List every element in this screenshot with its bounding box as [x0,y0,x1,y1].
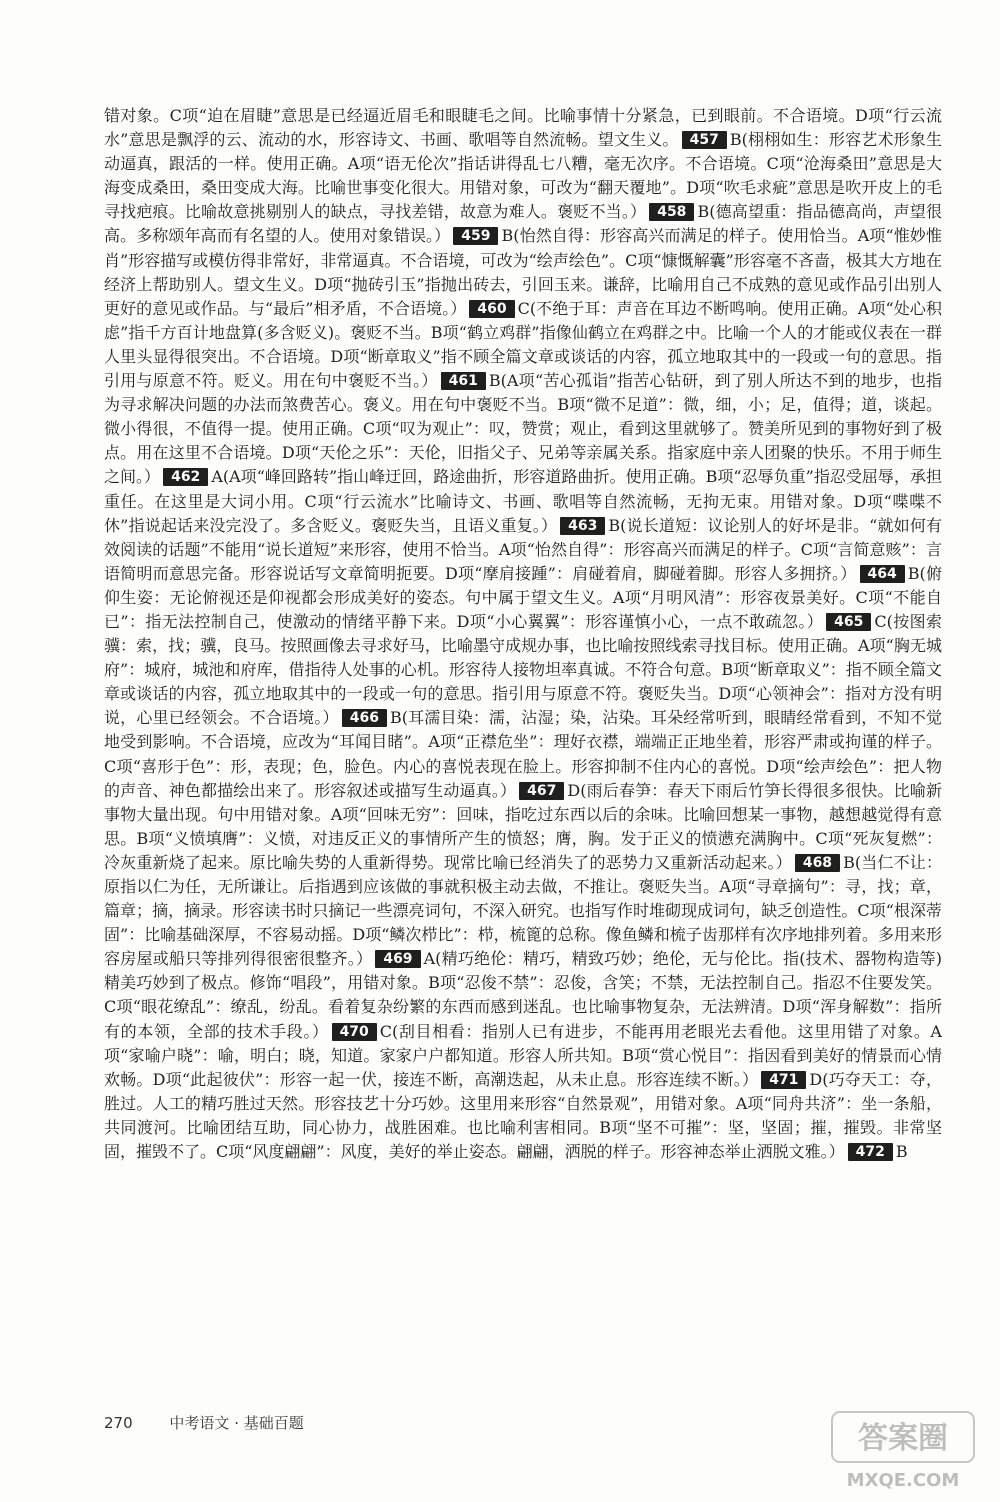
answer-explanation-text: B(A项“苦心孤诣”指苦心钻研，到了别人所达不到的地步，也指为寻求解决问题的办法而煞费苦心。褒义。用在句中褒贬不当。B项“微不足道”：微，细，小；足，值得；道，谈起。微小得很，不值得一提。使用正确。C项“叹为观止”：叹，赞赏；观止，看到这里就够了。赞美所见到的事物好到了极点。用在这里不合语境。D项“天伦之乐”：天伦，旧指父子、兄弟等亲属关系。指家庭中亲人团聚的快乐。不用于师生之间。） [104,371,942,487]
question-number-badge: 468 [795,854,840,872]
answer-explanation-text: B(德高望重：指品德高尚，声望很高。多称颂年高而有名望的人。使用对象错误。） [104,202,942,246]
answer-explanation-text: B [895,1142,908,1162]
answer-explanation-text: D(雨后春笋：春天下雨后竹笋长得很多很快。比喻新事物大量出现。句中用错对象。A项“回味无穷”：回味，指吃过东西以后的余味。比喻回想某一事物，越想越觉得有意思。B项“义愤填膺”：义愤，对违反正义的事情所产生的愤怒；膺，胸。发于正义的愤懑充满胸中。C项“死灰复燃”：冷灰重新烧了起来。原比喻失势的人重新得势。现常比喻已经消失了的恶势力又重新活动起来。） [104,780,942,872]
question-number-badge: 472 [848,1143,893,1161]
answer-explanation-text: D(巧夺天工：夺，胜过。人工的精巧胜过天然。形容技艺十分巧妙。这里用来形容“自然景观”，用错对象。A项“同舟共济”：坐一条船，共同渡河。比喻团结互助，同心协力，战胜困难。也比喻利害相同。B项“坚不可摧”：坚，坚固；摧，摧毁。非常坚固，摧毁不了。C项“风度翩翩”：风度，美好的举止姿态。翩翩，洒脱的样子。形容神态举止洒脱文雅。） [104,1069,942,1162]
answer-explanation-text: B(说长道短：议论别人的好坏是非。“就如何有效阅读的话题”不能用“说长道短”来形容，使用不恰当。A项“怡然自得”：形容高兴而满足的样子。C项“言简意赅”：言语简明而意思完备。形容说话写文章简明扼要。D项“摩肩接踵”：肩碰着肩，脚碰着脚。形容人多拥挤。） [104,515,942,583]
answer-text-body [104,104,942,1394]
answer-explanation-text: B(栩栩如生：形容艺术形象生动逼真，跟活的一样。使用正确。A项“语无伦次”指话讲得乱七八糟，毫无次序。不合语境。C项“沧海桑田”意思是大海变成桑田，桑田变成大海。比喻世事变化很大。用错对象，可改为“翻天覆地”。D项“吹毛求疵”意思是吹开皮上的毛寻找疤痕。比喻故意挑剔别人的缺点，寻找差错，故意为难人。褒贬不当。） [104,130,942,222]
answer-explanation-text: C(不绝于耳：声音在耳边不断鸣响。使用正确。A项“处心积虑”指千方百计地盘算(多含贬义)。褒贬不当。B项“鹤立鸡群”指像仙鹤立在鸡群之中。比喻一个人的才能或仪表在一群人里头显得很突出。不合语境。D项“断章取义”指不顾全篇文章或谈话的内容，孤立地取其中的一段或一句的意思。指引用与原意不符。贬义。用在句中褒贬不当。） [104,298,942,391]
question-number-badge: 467 [519,782,564,800]
watermark-top-text: 答案圈 [858,1421,948,1456]
answer-explanation-text: B(耳濡目染：濡，沾湿；染，沾染。耳朵经常听到，眼睛经常看到，不知不觉地受到影响。不合语境，应改为“耳闻目睹”。A项“正襟危坐”：理好衣襟，端端正正地坐着，形容严肃或拘谨的样子。C项“喜形于色”：形，表现；色，脸色。内心的喜悦表现在脸上。形容抑制不住内心的喜悦。D项“绘声绘色”：把人物的声音、神色都描绘出来了。形容叙述或描写生动逼真。） [104,708,942,800]
question-number-badge: 469 [375,950,420,968]
page-footer [104,1412,304,1436]
page-number: 270 [104,1414,133,1432]
question-number-badge: 466 [342,709,387,727]
answer-explanation-text: A(A项“峰回路转”指山峰迂回，路途曲折，形容道路曲折。使用正确。B项“忍辱负重”指忍受屈辱，承担重任。在这里是大词小用。C项“行云流水”比喻诗文、书画、歌唱等自然流畅，无拘无束。用错对象。D项“喋喋不休”指说起话来没完没了。多含贬义。褒贬失当，且语义重复。） [104,467,942,535]
question-number-badge: 465 [826,613,871,631]
answer-explanation-text: B(俯仰生姿：无论俯视还是仰视都会形成美好的姿态。句中属于望文生义。A项“月明风清”：形容夜景美好。C项“不能自已”：指无法控制自己，使激动的情绪平静下来。D项“小心翼翼”：形容谨慎小心，一点不敢疏忽。） [104,563,942,631]
question-number-badge: 458 [649,203,694,221]
answer-explanation-text: C(按图索骥：索，找；骥，良马。按照画像去寻求好马，比喻墨守成规办事，也比喻按照线索寻找目标。使用正确。A项“胸无城府”：城府，城池和府库，借指待人处事的心机。形容待人接物坦率真诚。不符合句意。B项“断章取义”：指不顾全篇文章或谈话的内容，孤立地取其中的一段或一句的意思。指引用与原意不符。褒贬失当。D项“心领神会”：指对方没有明说，心里已经领会。不合语境。） [104,611,942,728]
question-number-badge: 459 [453,227,498,245]
watermark-bottom-text: MXQE.COM [846,1470,960,1491]
answer-explanation-text: C(刮目相看：指别人已有进步，不能再用老眼光去看他。这里用错了对象。A项“家喻户晓”：喻，明白；晓，知道。家家户户都知道。形容人所共知。B项“赏心悦目”：指因看到美好的情景而心情欢畅。D项“此起彼伏”：形容一起一伏，接连不断，高潮迭起，从未止息。形容连续不断。） [104,1021,942,1089]
question-number-badge: 460 [469,300,514,318]
question-number-badge: 470 [332,1023,377,1041]
book-title: 中考语文 · 基础百题 [169,1414,304,1432]
answer-explanation-text: B(怡然自得：形容高兴而满足的样子。使用恰当。A项“惟妙惟肖”形容描写或模仿得非常好，非常逼真。不合语境，可改为“绘声绘色”。C项“慷慨解囊”形容毫不吝啬，极其大方地在经济上帮助别人。望文生义。D项“抛砖引玉”指抛出砖去，引回玉来。谦辞，比喻用自己不成熟的意见或作品引出别人更好的意见或作品。与“最后”相矛盾，不合语境。） [104,226,942,318]
watermark-logo [828,1406,978,1496]
answer-explanation-text: B(当仁不让：原指以仁为任，无所谦让。后指遇到应该做的事就积极主动去做，不推让。褒贬失当。A项“寻章摘句”：寻，找；章，篇章；摘，摘录。形容读书时只摘记一些漂亮词句，不深入研究。也指写作时堆砌现成词句，缺乏创造性。C项“根深蒂固”：比喻基础深厚，不容易动摇。D项“鳞次栉比”：栉，梳篦的总称。像鱼鳞和梳子齿那样有次序地排列着。多用来形容房屋或船只等排列得很密很整齐。） [104,852,942,969]
question-number-badge: 463 [560,517,605,535]
answer-explanation-text: A(精巧绝伦：精巧，精致巧妙；绝伦，无与伦比。指(技术、器物构造等)精美巧妙到了极点。修饰“唱段”，用错对象。B项“忍俊不禁”：忍俊，含笑；不禁，无法控制自己。指忍不住要发笑。C项“眼花缭乱”：缭乱，纷乱。看着复杂纷繁的东西而感到迷乱。也比喻事物复杂，无法辨清。D项“浑身解数”：指所有的本领，全部的技术手段。） [104,949,942,1041]
question-number-badge: 471 [761,1071,806,1089]
question-number-badge: 457 [682,131,727,149]
answer-explanation-text: 错对象。C项“迫在眉睫”意思是已经逼近眉毛和眼睫毛之间。比喻事情十分紧急，已到眼前。不合语境。D项“行云流水”意思是飘浮的云、流动的水，形容诗文、书画、歌唱等自然流畅。望文生义。 [104,106,942,150]
question-number-badge: 462 [163,468,208,486]
question-number-badge: 464 [860,565,905,583]
question-number-badge: 461 [441,372,486,390]
